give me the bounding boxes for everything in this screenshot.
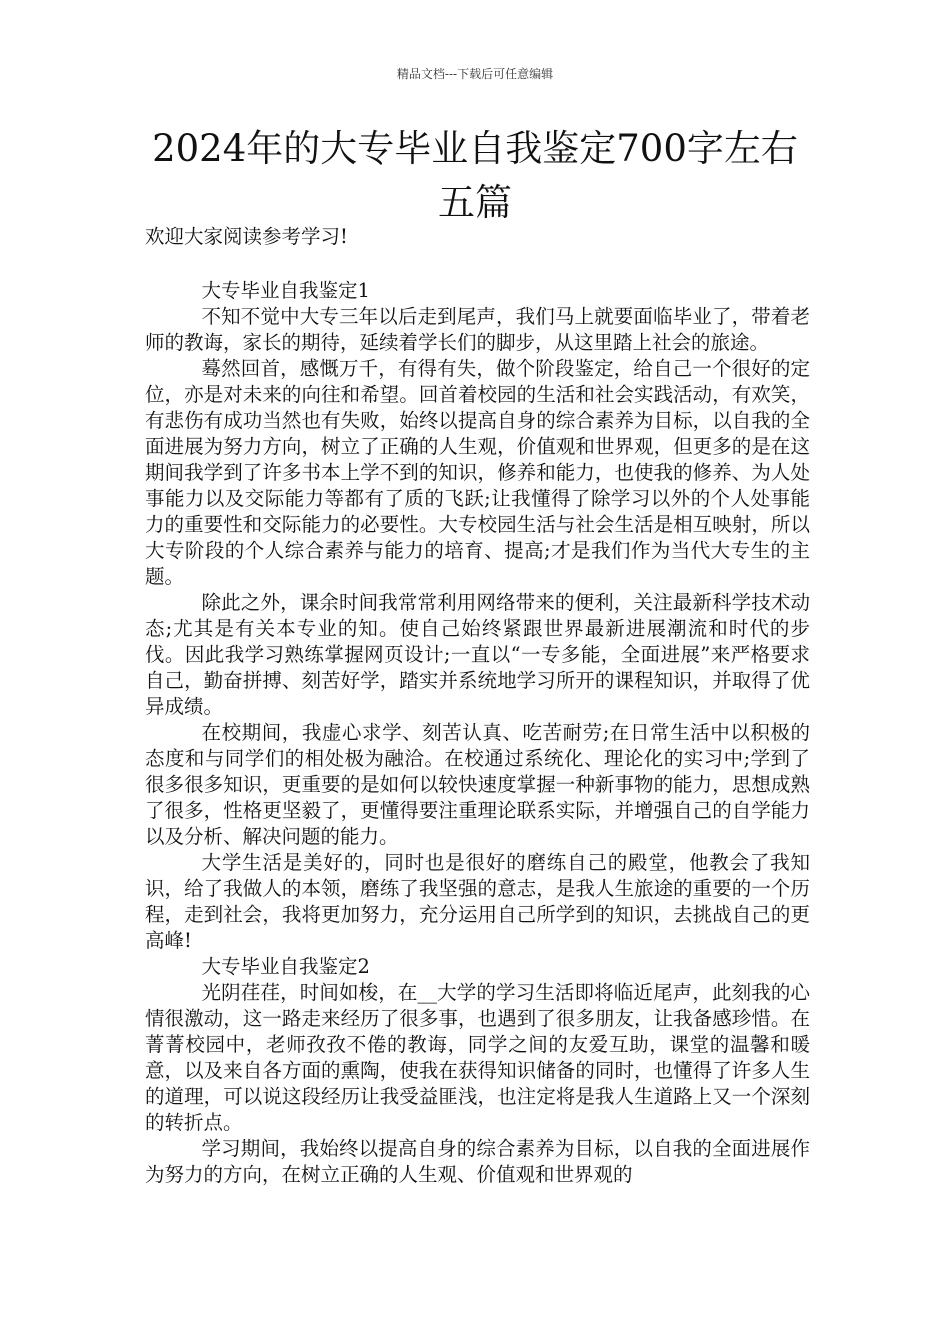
paragraph: 除此之外，课余时间我常常利用网络带来的便利，关注最新科学技术动态;尤其是有关本专业的知。使自己始终紧跟世界最新进展潮流和时代的步伐。因此我学习熟练掌握网页设计;一直以“一专多能，全面进展”来严格要求自己，勤奋拼搏、刻苦好学，踏实并系统地学习所开的课程知识，并取得了优异成绩。: [145, 591, 810, 718]
document-body: [145, 224, 810, 1188]
paragraph: 不知不觉中大专三年以后走到尾声，我们马上就要面临毕业了，带着老师的教诲，家长的期待，延续着学长们的脚步，从这里踏上社会的旅途。: [145, 305, 810, 354]
paragraph: 学习期间，我始终以提高自身的综合素养为目标，以自我的全面进展作为努力的方向，在树立正确的人生观、价值观和世界观的: [145, 1137, 810, 1186]
paragraph: 大学生活是美好的，同时也是很好的磨练自己的殿堂，他教会了我知识，给了我做人的本领，磨练了我坚强的意志，是我人生旅途的重要的一个历程，走到社会，我将更加努力，充分运用自己所学到的知识，去挑战自己的更高峰!: [145, 851, 810, 952]
paragraph: 光阴荏荏，时间如梭，在__大学的学习生活即将临近尾声，此刻我的心情很激动，这一路走来经历了很多事，也遇到了很多朋友，让我备感珍惜。在菁菁校园中，老师孜孜不倦的教诲，同学之间的友爱互助，课堂的温馨和暖意，以及来自各方面的熏陶，使我在获得知识储备的同时，也懂得了许多人生的道理，可以说这段经历让我受益匪浅，也注定将是我人生道路上又一个深刻的转折点。: [145, 981, 810, 1134]
paragraph: 在校期间，我虚心求学、刻苦认真、吃苦耐劳;在日常生活中以积极的态度和与同学们的相处极为融洽。在校通过系统化、理论化的实习中;学到了很多很多知识，更重要的是如何以较快速度掌握一种新事物的能力，思想成熟了很多，性格更坚毅了，更懂得要注重理论联系实际，并增强自己的自学能力以及分析、解决问题的能力。: [145, 721, 810, 848]
header-note: 精品文档---下载后可任意编辑: [396, 67, 554, 81]
paragraph: 蓦然回首，感慨万千，有得有失，做个阶段鉴定，给自己一个很好的定位，亦是对未来的向往和希望。回首着校园的生活和社会实践活动，有欢笑，有悲伤有成功当然也有失败，始终以提高自身的综合素养为目标，以自我的全面进展为努力方向，树立了正确的人生观，价值观和世界观，但更多的是在这期间我学到了许多书本上学不到的知识，修养和能力，也使我的修养、为人处事能力以及交际能力等都有了质的飞跃;让我懂得了除学习以外的个人处事能力的重要性和交际能力的必要性。大专校园生活与社会生活是相互映射，所以大专阶段的个人综合素养与能力的培育、提高;才是我们作为当代大专生的主题。: [145, 357, 810, 588]
document-title: 2024年的大专毕业自我鉴定700字左右五篇: [152, 127, 798, 224]
intro-text: 欢迎大家阅读参考学习!: [145, 225, 348, 248]
section-heading: 大专毕业自我鉴定2: [201, 955, 370, 978]
section-heading: 大专毕业自我鉴定1: [201, 279, 370, 302]
